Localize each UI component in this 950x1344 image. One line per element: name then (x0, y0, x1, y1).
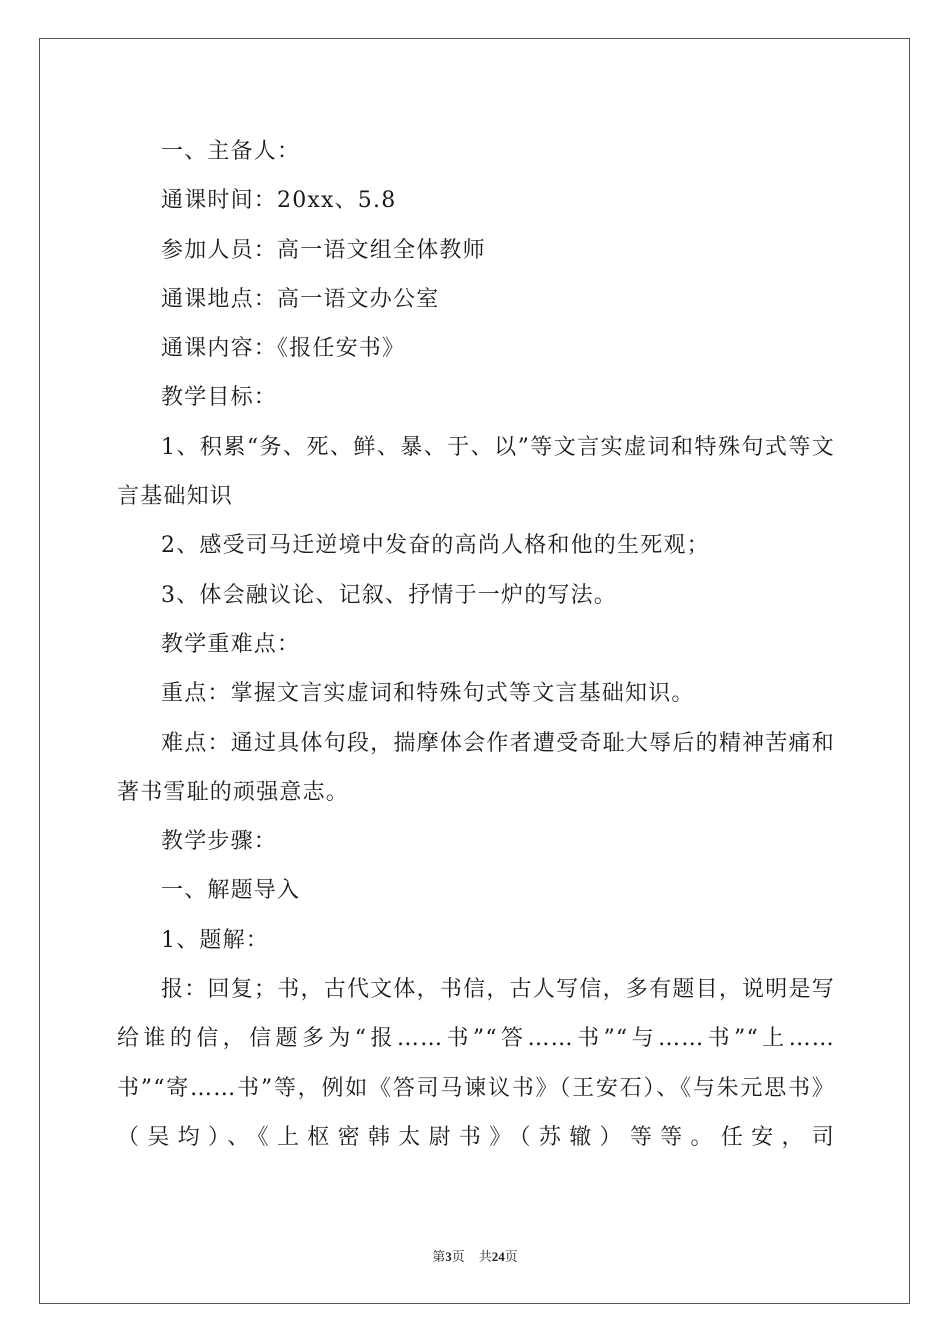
footer-prefix: 第 (432, 1249, 446, 1264)
footer-page-suffix: 页 (451, 1249, 465, 1264)
paragraph: 教学重难点： (161, 631, 301, 657)
paragraph: 2、感受司马迁逆境中发奋的高尚人格和他的生死观； (161, 533, 710, 559)
paragraph: 教学目标： (161, 385, 278, 411)
footer-total-prefix: 共 (478, 1249, 492, 1264)
document-body (117, 127, 835, 1162)
paragraph: 教学步骤： (161, 829, 278, 855)
paragraph: 参加人员：高一语文组全体教师 (161, 237, 486, 263)
paragraph: 1、积累“务、死、鲜、暴、于、以”等文言实虚词和特殊句式等文言基础知识 (117, 434, 835, 510)
paragraph: 一、解题导入 (161, 878, 301, 904)
footer-total-suffix: 页 (504, 1249, 518, 1264)
paragraph: 一、主备人： (161, 139, 301, 164)
paragraph: 通课地点：高一语文办公室 (161, 286, 440, 312)
paragraph: 通课内容：《报任安书》 (161, 336, 406, 362)
paragraph: 重点：掌握文言实虚词和特殊句式等文言基础知识。 (161, 681, 695, 707)
paragraph: 难点：通过具体句段，揣摩体会作者遭受奇耻大辱后的精神苦痛和著书雪耻的顽强意志。 (117, 730, 835, 805)
paragraph: 3、体会融议论、记叙、抒情于一炉的写法。 (161, 582, 617, 608)
paragraph: 通课时间：20xx、5.8 (161, 188, 397, 214)
footer-total-pages: 24 (491, 1249, 505, 1264)
paragraph: 报：回复；书，古代文体，书信，古人写信，多有题目，说明是写给谁的信，信题多为“报……书”“答……书”“与……书”“上……书”“寄……书”等，例如《答司马谏议书》（王安石）、《与朱元思书》（吴均）、《上枢密韩太尉书》（苏辙）等等。任安，司 (117, 977, 835, 1150)
paragraph: 1、题解： (161, 927, 269, 953)
footer-page-number: 3 (445, 1249, 452, 1264)
page-footer (0, 1246, 950, 1265)
